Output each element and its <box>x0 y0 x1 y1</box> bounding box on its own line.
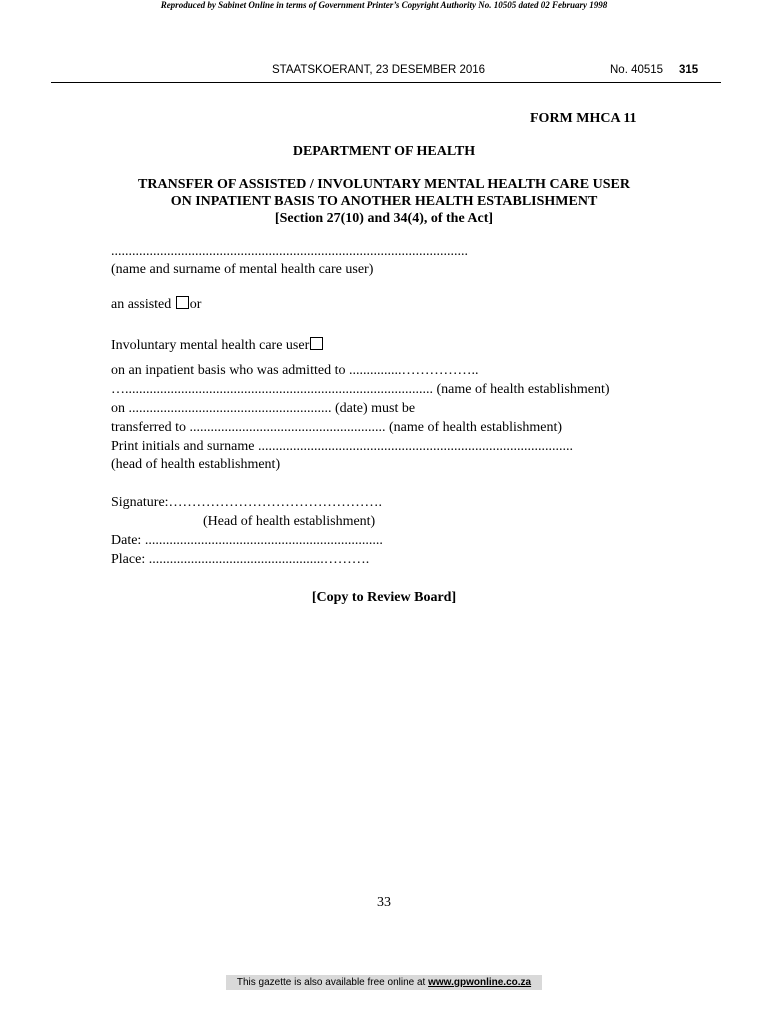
involuntary-checkbox[interactable] <box>310 337 323 350</box>
form-title-line-1: TRANSFER OF ASSISTED / INVOLUNTARY MENTAL HEALTH CARE USER <box>138 177 630 192</box>
signature-field[interactable]: Signature:………………………………………. <box>111 495 383 510</box>
copy-note: [Copy to Review Board] <box>311 590 457 605</box>
gazette-number: No. 40515 <box>610 64 664 76</box>
sign-date-field[interactable]: Date: .................................................................... <box>111 533 383 548</box>
header-divider <box>51 82 721 83</box>
assisted-or-text: or <box>189 297 202 312</box>
footer-text: This gazette is also available free online at <box>236 977 429 988</box>
reproduction-notice: Reproduced by Sabinet Online in terms of Government Printer’s Copyright Authority No. 10505 dated 02 February 1998 <box>160 0 608 10</box>
user-name-field[interactable]: ...................................................................................................... <box>111 244 468 259</box>
gazette-page-number: 315 <box>679 64 699 76</box>
page-number: 33 <box>377 895 391 910</box>
form-title <box>0 176 768 227</box>
footer-link[interactable]: www.gpwonline.co.za <box>428 977 532 988</box>
assisted-label: an assisted <box>111 297 172 312</box>
department-heading: DEPARTMENT OF HEALTH <box>292 144 476 159</box>
form-number: FORM MHCA 11 <box>530 111 637 126</box>
form-title-line-2: ON INPATIENT BASIS TO ANOTHER HEALTH ESTABLISHMENT <box>170 194 598 209</box>
assisted-checkbox[interactable] <box>176 296 189 309</box>
involuntary-label: Involuntary mental health care user <box>111 338 310 353</box>
transferred-to-field[interactable]: transferred to ........................................................ (name of health establishment) <box>111 420 563 435</box>
form-title-line-3: [Section 27(10) and 34(4), of the Act] <box>274 211 494 226</box>
gazette-date: STAATSKOERANT, 23 DESEMBER 2016 <box>272 64 486 76</box>
assisted-row <box>111 296 201 313</box>
health-establishment-field[interactable]: …........................................................................................ (name of health establishment) <box>111 382 610 397</box>
head-caption: (head of health establishment) <box>111 457 281 472</box>
admission-date-field[interactable]: on .......................................................... (date) must be <box>111 401 416 416</box>
user-name-caption: (name and surname of mental health care user) <box>111 262 374 277</box>
admitted-to-field[interactable]: on an inpatient basis who was admitted to ...............…………….. <box>111 363 479 378</box>
gazette-footer <box>226 975 542 990</box>
place-field[interactable]: Place: ..................................................………. <box>111 552 370 567</box>
involuntary-row <box>111 337 324 354</box>
signature-caption: (Head of health establishment) <box>203 514 376 529</box>
print-name-field[interactable]: Print initials and surname .......................................................................................... <box>111 439 573 454</box>
